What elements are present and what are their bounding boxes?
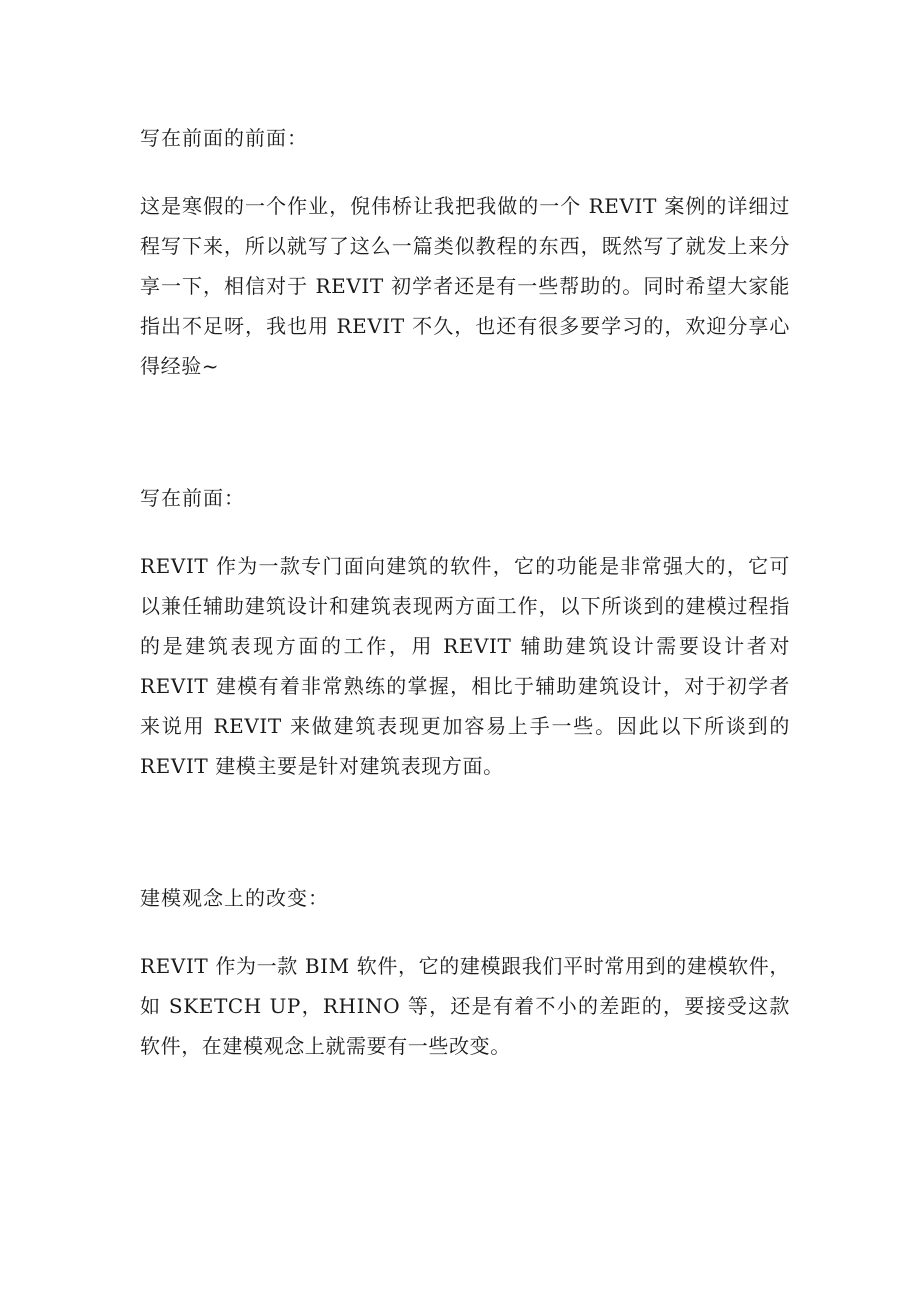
section-modeling-concept-change	[140, 878, 790, 1066]
section-paragraph: REVIT 作为一款专门面向建筑的软件，它的功能是非常强大的，它可以兼任辅助建筑设计和建筑表现两方面工作，以下所谈到的建模过程指的是建筑表现方面的工作，用 REVIT 辅助建筑设计需要设计者对 REVIT 建模有着非常熟练的掌握，相比于辅助建筑设计，对于初学者来说用 REVIT 来做建筑表现更加容易上手一些。因此以下所谈到的 REVIT 建模主要是针对建筑表现方面。	[140, 554, 790, 778]
section-paragraph: REVIT 作为一款 BIM 软件，它的建模跟我们平时常用到的建模软件，如 SKETCH UP，RHINO 等，还是有着不小的差距的，要接受这款软件，在建模观念上就需要有一些改变。	[140, 954, 790, 1058]
section-heading: 写在前面：	[140, 486, 245, 510]
section-heading: 写在前面的前面：	[140, 126, 308, 150]
section-preface-to-preface	[140, 118, 790, 386]
section-heading: 建模观念上的改变：	[140, 886, 329, 910]
section-paragraph: 这是寒假的一个作业，倪伟桥让我把我做的一个 REVIT 案例的详细过程写下来，所以就写了这么一篇类似教程的东西，既然写了就发上来分享一下，相信对于 REVIT 初学者还是有一些帮助的。同时希望大家能指出不足呀，我也用 REVIT 不久，也还有很多要学习的，欢迎分享心得经验~	[140, 194, 790, 378]
section-preface	[140, 478, 790, 786]
